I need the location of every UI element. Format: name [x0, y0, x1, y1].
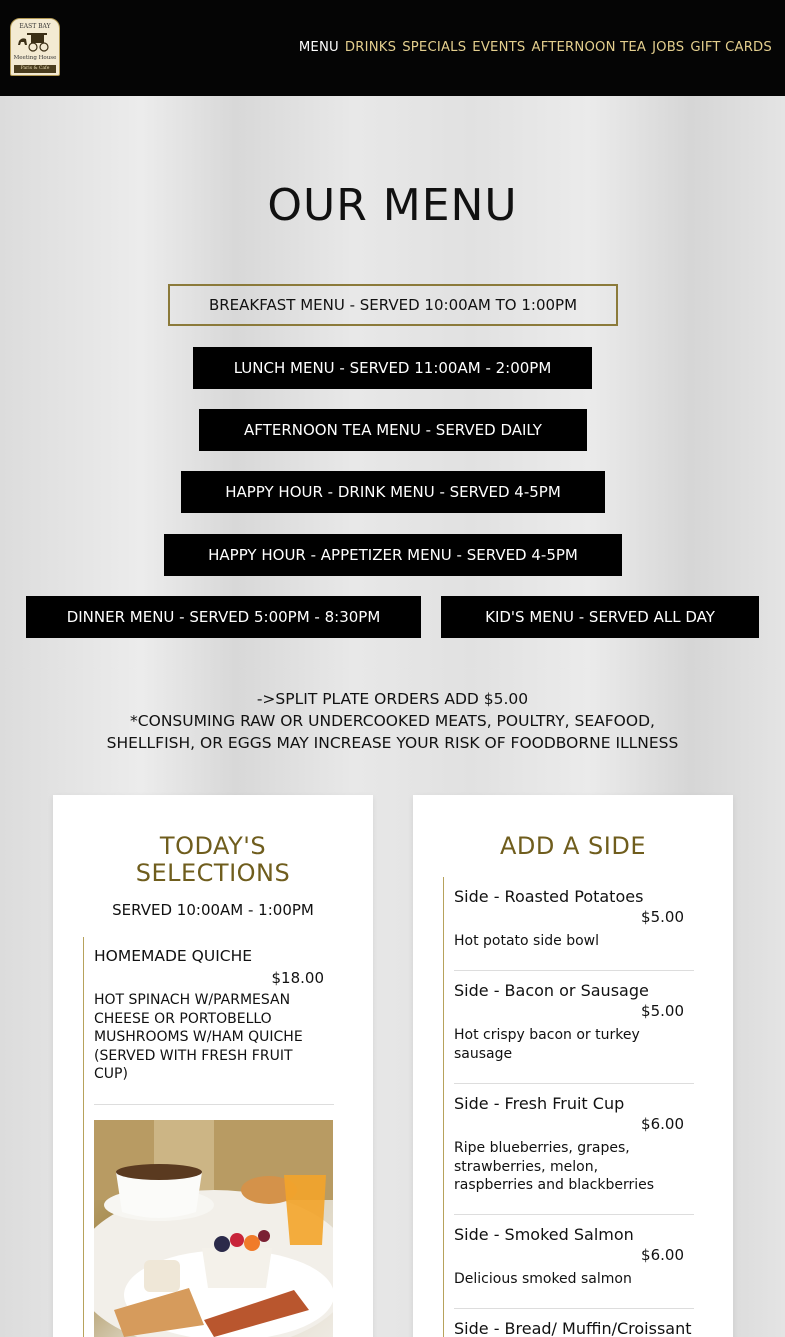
menu-notes [0, 688, 785, 754]
nav-item-afternoon-tea[interactable]: AFTERNOON TEA [531, 40, 647, 55]
lunch-menu-button[interactable]: LUNCH MENU - SERVED 11:00AM - 2:00PM [193, 347, 592, 389]
item-price: $6.00 [641, 1115, 684, 1133]
quiche-breakfast-photo [94, 1120, 333, 1337]
list-item [454, 1309, 694, 1337]
item-price: $5.00 [641, 908, 684, 926]
breakfast-menu-button[interactable]: BREAKFAST MENU - SERVED 10:00AM TO 1:00PM [168, 284, 618, 326]
nav-item-drinks[interactable]: DRINKS [344, 40, 397, 55]
item-name: Side - Bread/ Muffin/Croissant [454, 1319, 692, 1337]
nav-item-menu[interactable]: MENU [298, 40, 339, 55]
sides-title: ADD A SIDE [499, 832, 646, 860]
item-price: $18.00 [271, 969, 324, 987]
item-name: Side - Roasted Potatoes [454, 887, 644, 906]
item-name: Side - Smoked Salmon [454, 1225, 634, 1244]
selections-title-line-2: SELECTIONS [135, 859, 291, 887]
list-item [94, 937, 334, 1105]
item-price: $5.00 [641, 1002, 684, 1020]
logo-line-2: Meeting House [13, 55, 57, 61]
list-item [454, 971, 694, 1084]
selections-subtitle: SERVED 10:00AM - 1:00PM [112, 901, 314, 919]
afternoon-tea-menu-button[interactable]: AFTERNOON TEA MENU - SERVED DAILY [199, 409, 587, 451]
item-description: Ripe blueberries, grapes, strawberries, melon, raspberries and blackberries [454, 1140, 655, 1193]
dinner-menu-button[interactable]: DINNER MENU - SERVED 5:00PM - 8:30PM [26, 596, 421, 638]
item-name: Side - Fresh Fruit Cup [454, 1094, 625, 1113]
nav-item-jobs[interactable]: JOBS [652, 40, 685, 55]
item-name: HOMEMADE QUICHE [94, 947, 253, 965]
food-illustration [94, 1120, 333, 1337]
item-name: Side - Bacon or Sausage [454, 981, 649, 1000]
item-description: Hot crispy bacon or turkey sausage [454, 1027, 640, 1062]
site-header [0, 0, 785, 96]
sides-list [443, 877, 693, 1337]
nav-item-gift-cards[interactable]: GIFT CARDS [690, 40, 772, 55]
item-description: HOT SPINACH W/PARMESAN CHEESE OR PORTOBELLO MUSHROOMS W/HAM QUICHE (SERVED WITH FRESH FRUIT CUP) [94, 992, 303, 1082]
item-description: Delicious smoked salmon [454, 1271, 632, 1287]
food-safety-note-line-2: SHELLFISH, OR EGGS MAY INCREASE YOUR RISK OF FOODBORNE ILLNESS [106, 734, 679, 752]
main-nav [299, 40, 772, 55]
item-description: Hot potato side bowl [454, 933, 599, 949]
food-safety-note-line-1: *CONSUMING RAW OR UNDERCOOKED MEATS, POULTRY, SEAFOOD, [130, 712, 655, 730]
logo-line-3: Paris & Cafe [14, 65, 56, 73]
add-a-side-card [413, 795, 733, 1337]
happy-hour-drink-menu-button[interactable]: HAPPY HOUR - DRINK MENU - SERVED 4-5PM [181, 471, 605, 513]
selections-title-line-1: TODAY'S [159, 832, 267, 860]
item-price: $6.00 [641, 1246, 684, 1264]
logo-line-1: EAST BAY [19, 23, 51, 30]
list-item [454, 1215, 694, 1309]
site-logo[interactable] [10, 18, 60, 76]
split-plate-note: ->SPLIT PLATE ORDERS ADD $5.00 [256, 690, 529, 708]
nav-item-events[interactable]: EVENTS [472, 40, 526, 55]
page-title: OUR MENU [267, 180, 518, 231]
kids-menu-button[interactable]: KID'S MENU - SERVED ALL DAY [441, 596, 759, 638]
carriage-icon [17, 31, 55, 53]
list-item [454, 1084, 694, 1215]
list-item [454, 877, 694, 971]
nav-item-specials[interactable]: SPECIALS [402, 40, 467, 55]
happy-hour-appetizer-menu-button[interactable]: HAPPY HOUR - APPETIZER MENU - SERVED 4-5PM [164, 534, 622, 576]
